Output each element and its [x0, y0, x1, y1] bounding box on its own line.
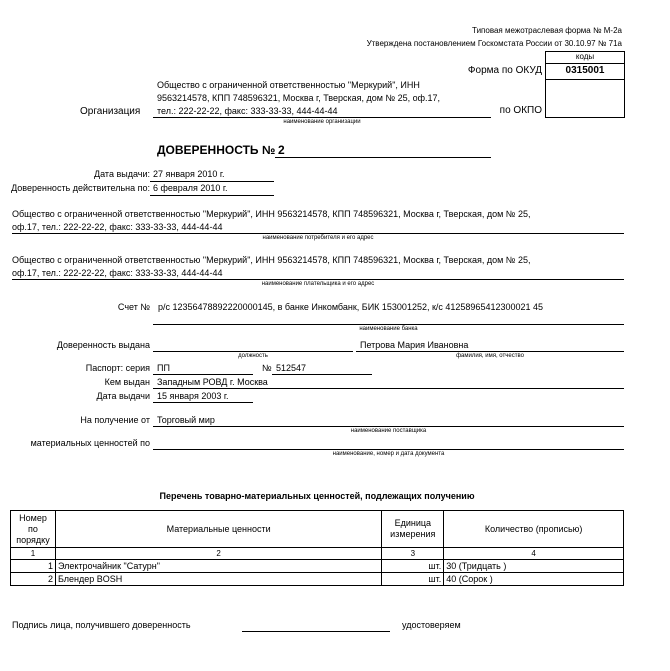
name-underline	[356, 351, 624, 352]
okpo-label: по ОКПО	[499, 105, 542, 116]
col-number: 3	[382, 548, 444, 560]
col-number: 1	[11, 548, 56, 560]
passport-date-underline	[153, 402, 253, 403]
issued-to-label: Доверенность выдана	[56, 340, 150, 350]
row-item: Электрочайник "Сатурн"	[55, 560, 381, 573]
consumer-line-2: оф.17, тел.: 222-22-22, факс: 333-33-33, 444-44-44	[12, 222, 223, 232]
consumer-underline	[12, 233, 624, 234]
okud-code: 0315001	[565, 65, 605, 76]
certify-label: удостоверяем	[402, 620, 461, 630]
materials-label: материальных ценностей по	[30, 438, 150, 448]
bank-caption: наименование банка	[359, 326, 418, 332]
form-type-line: Типовая межотраслевая форма № М-2а	[472, 26, 622, 35]
position-caption: должность	[238, 353, 268, 359]
series-underline	[153, 374, 253, 375]
organization-underline	[153, 117, 491, 118]
row-quantity: 30 (Тридцать )	[444, 560, 624, 573]
signature-line	[242, 631, 390, 632]
issued-by-underline	[153, 388, 624, 389]
okud-label: Форма по ОКУД	[467, 65, 542, 76]
supplier-underline	[153, 426, 624, 427]
payer-underline	[12, 279, 624, 280]
row-quantity: 40 (Сорок )	[444, 573, 624, 586]
number-underline	[272, 374, 372, 375]
valid-until-value: 6 февраля 2010 г.	[153, 183, 228, 193]
col-number: 2	[55, 548, 381, 560]
issue-date-underline	[150, 181, 274, 182]
number-underline	[275, 157, 491, 158]
account-label: Счет №	[117, 302, 150, 312]
document-caption: наименование, номер и дата документа	[332, 451, 445, 457]
items-table	[10, 510, 624, 586]
issue-date-label: Дата выдачи:	[94, 169, 150, 179]
table-row	[11, 573, 624, 586]
consumer-line-1: Общество с ограниченной ответственностью "Меркурий", ИНН 9563214578, КПП 748596321, Москва г, Тверская, дом № 25,	[12, 209, 531, 219]
codes-title: коды	[575, 52, 595, 61]
passport-number-value: 512547	[276, 363, 307, 373]
position-underline	[153, 351, 353, 352]
issued-by-value: Западным РОВД г. Москва	[157, 377, 268, 387]
codes-box	[545, 51, 625, 118]
passport-series-label: Паспорт: серия	[85, 363, 150, 373]
header-quantity: Количество (прописью)	[444, 511, 624, 548]
table-row	[11, 560, 624, 573]
codes-divider	[545, 79, 625, 80]
passport-date-value: 15 января 2003 г.	[157, 391, 229, 401]
issued-to-name: Петрова Мария Ивановна	[360, 340, 469, 350]
account-underline	[153, 324, 624, 325]
approval-line: Утверждена постановлением Госкомстата России от 30.10.97 № 71а	[366, 39, 622, 48]
organization-line-2: 9563214578, КПП 748596321, Москва г, Тверская, дом № 25, оф.17,	[157, 93, 441, 103]
header-unit: Единица измерения	[382, 511, 444, 548]
passport-date-label: Дата выдачи	[96, 391, 150, 401]
supplier-caption: наименование поставщика	[350, 428, 427, 434]
organization-label: Организация	[80, 106, 141, 117]
payer-line-2: оф.17, тел.: 222-22-22, факс: 333-33-33, 444-44-44	[12, 268, 223, 278]
payer-caption: наименование плательщика и его адрес	[261, 281, 375, 287]
col-number: 4	[444, 548, 624, 560]
document-underline	[153, 449, 624, 450]
codes-divider	[545, 63, 625, 64]
document-number: 2	[278, 143, 285, 157]
row-number: 1	[11, 560, 56, 573]
list-title: Перечень товарно-материальных ценностей, подлежащих получению	[159, 491, 475, 501]
table-header-row	[11, 511, 624, 548]
signature-label: Подпись лица, получившего доверенность	[12, 620, 191, 630]
document-title: ДОВЕРЕННОСТЬ №	[157, 143, 276, 157]
row-unit: шт.	[382, 573, 444, 586]
account-value: р/с 12356478892220000145, в банке Инкомбанк, БИК 153001252, к/с 41258965412300021 45	[158, 302, 544, 312]
payer-line-1: Общество с ограниченной ответственностью "Меркурий", ИНН 9563214578, КПП 748596321, Москва г, Тверская, дом № 25,	[12, 255, 531, 265]
supplier-value: Торговый мир	[157, 415, 215, 425]
from-label: На получение от	[80, 415, 150, 425]
consumer-caption: наименование потребителя и его адрес	[262, 235, 374, 241]
column-number-row	[11, 548, 624, 560]
organization-caption: наименование организации	[283, 119, 361, 125]
header-materials: Материальные ценности	[55, 511, 381, 548]
valid-until-underline	[150, 195, 274, 196]
passport-series-value: ПП	[157, 363, 170, 373]
valid-until-label: Доверенность действительна по:	[11, 183, 150, 193]
organization-line-3: тел.: 222-22-22, факс: 333-33-33, 444-44-44	[157, 106, 338, 116]
organization-line-1: Общество с ограниченной ответственностью "Меркурий", ИНН	[157, 80, 420, 90]
issue-date-value: 27 января 2010 г.	[153, 169, 225, 179]
header-number: Номер по порядку	[11, 511, 56, 548]
row-item: Блендер BOSH	[55, 573, 381, 586]
passport-number-label: №	[262, 363, 272, 373]
name-caption: фамилия, имя, отчество	[456, 353, 524, 359]
row-number: 2	[11, 573, 56, 586]
issued-by-label: Кем выдан	[104, 377, 150, 387]
row-unit: шт.	[382, 560, 444, 573]
